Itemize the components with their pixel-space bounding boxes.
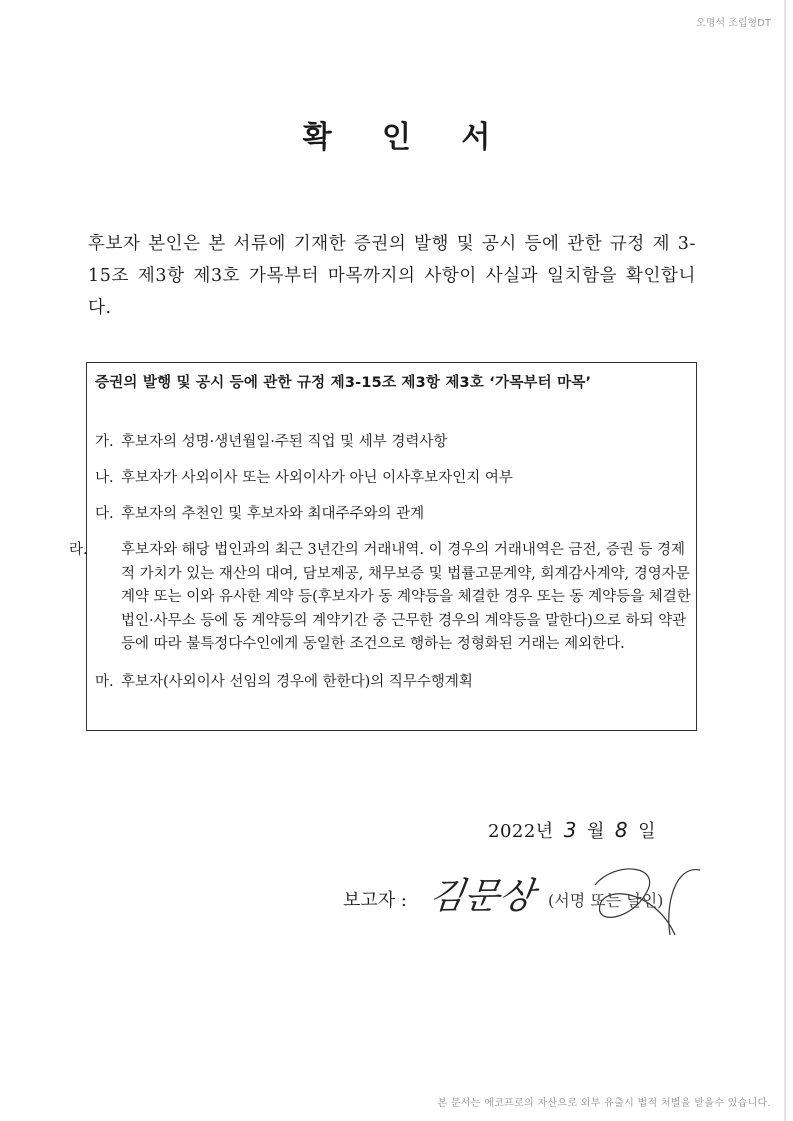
regulation-item-ra (69, 539, 691, 657)
item-mark: 다. (95, 506, 114, 522)
regulation-item-ma (95, 671, 691, 693)
regulation-item-na (95, 467, 691, 489)
item-text: 후보자와 해당 법인과의 최근 3년간의 거래내역. 이 경우의 거래내역은 금전, 증권 등 경제적 가치가 있는 재산의 대여, 담보제공, 채무보증 및 법률고문계약, 회계감사계약, 경영자문계약 또는 이와 유사한 계약 등(후보자가 동 계약등을 체결한 경우 또는 동 계약등을 체결한 법인·사무소 등에 동 계약등의 계약기간 중 근무한 경우의 계약등을 말한다)으로 하되 약관 등에 따라 불특정다수인에게 동일한 조건으로 행하는 정형화된 거래는 제외한다. (121, 542, 691, 652)
handwritten-signature: 김문상 (426, 876, 537, 917)
item-text: 후보자(사외이사 선임의 경우에 한한다)의 직무수행계획 (121, 673, 473, 690)
item-mark: 마. (95, 673, 114, 690)
reporter-label: 보고자 : (343, 890, 407, 911)
date-month-label: 월 (586, 821, 605, 842)
top-watermark: 오명석 조립형DT (696, 18, 771, 29)
signing-date (488, 817, 656, 843)
date-day-handwritten: 8 (614, 818, 629, 842)
regulation-item-da (95, 503, 691, 525)
item-mark: 나. (95, 470, 114, 486)
date-day-label: 일 (638, 821, 656, 842)
item-mark: 가. (95, 434, 114, 450)
item-text: 후보자의 성명·생년월일·주된 직업 및 세부 경력사항 (121, 434, 448, 450)
document-title: 확 인 서 (302, 120, 511, 155)
item-text: 후보자가 사외이사 또는 사외이사가 아닌 이사후보자인지 여부 (121, 470, 513, 486)
date-year: 2022년 (488, 821, 554, 842)
intro-paragraph: 후보자 본인은 본 서류에 기재한 증권의 발행 및 공시 등에 관한 규정 제 3-15조 제3항 제3호 가목부터 마목까지의 사항이 사실과 일치함을 확인합니다. (88, 234, 696, 318)
date-month-handwritten: 3 (563, 818, 577, 842)
regulation-item-ga (95, 431, 691, 453)
item-mark: 라. (69, 542, 88, 558)
regulation-box-heading: 증권의 발행 및 공시 등에 관한 규정 제3-15조 제3항 제3호 ‘가목부터 마목’ (95, 375, 592, 391)
item-text: 후보자의 추천인 및 후보자와 최대주주와의 관계 (121, 506, 425, 522)
regulation-items (69, 431, 691, 707)
regulation-box (69, 362, 697, 731)
confidentiality-footer: 본 문서는 에코프로의 자산으로 외부 유출시 법적 처벌을 받을수 있습니다. (437, 1098, 771, 1109)
signature-scribble-icon (575, 855, 705, 945)
signature-hint: (서명 또는 날인) (548, 891, 664, 910)
scan-edge-line (784, 0, 786, 1121)
